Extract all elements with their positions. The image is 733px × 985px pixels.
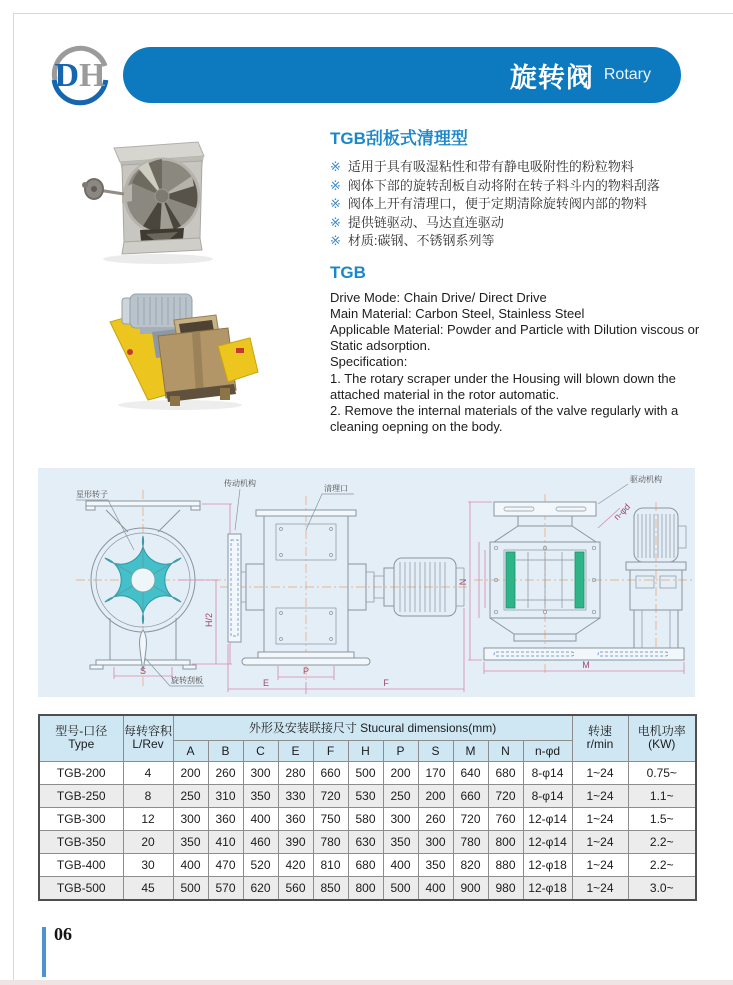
dim-label-f: F <box>383 678 389 688</box>
col-header-type-en: Type <box>68 737 95 752</box>
bullet-marker: ※ <box>330 159 341 174</box>
table-cell: 12-φ14 <box>523 830 572 853</box>
dim-col-header: E <box>278 740 313 761</box>
page-number: 06 <box>54 924 72 944</box>
table-cell: 170 <box>418 761 453 784</box>
table-cell: 250 <box>173 784 208 807</box>
dim-label-nphid: n-φd <box>611 501 633 523</box>
table-cell: 470 <box>208 853 243 876</box>
technical-drawing-panel <box>38 468 695 697</box>
table-cell: 780 <box>313 830 348 853</box>
table-cell: 780 <box>453 830 488 853</box>
dh-logo <box>46 42 114 106</box>
table-cell: 8-φ14 <box>523 784 572 807</box>
table-cell: 680 <box>488 761 523 784</box>
table-cell: 720 <box>453 807 488 830</box>
table-cell: 300 <box>243 761 278 784</box>
table-cell: 630 <box>348 830 383 853</box>
table-cell: 30 <box>123 853 173 876</box>
bullet-marker: ※ <box>330 196 341 211</box>
table-cell: 200 <box>173 761 208 784</box>
table-cell: 12-φ18 <box>523 853 572 876</box>
feature-text: 阀体上开有清理口，便于定期清除旋转阀内部的物料 <box>347 196 647 211</box>
table-cell: 850 <box>313 876 348 900</box>
table-cell: 360 <box>208 807 243 830</box>
dim-col-header: n-φd <box>523 740 572 761</box>
table-cell: 750 <box>313 807 348 830</box>
table-cell: 900 <box>453 876 488 900</box>
product-photo-valve-drive <box>100 288 260 412</box>
product-photo-valve-open <box>78 138 230 266</box>
side-view-drawing <box>220 478 470 694</box>
table-cell: 350 <box>383 830 418 853</box>
table-cell: 8 <box>123 784 173 807</box>
table-cell: 810 <box>313 853 348 876</box>
col-header-volume-zh: 每转容积 <box>123 724 172 739</box>
bullet-marker: ※ <box>330 214 341 230</box>
page-edge-top <box>13 13 733 14</box>
logo-letter-d: D <box>54 57 80 94</box>
dim-label-n: N <box>458 578 468 586</box>
page-number-accent-bar <box>42 927 46 977</box>
table-cell: 400 <box>243 807 278 830</box>
table-cell: 530 <box>348 784 383 807</box>
table-cell: TGB-250 <box>39 784 123 807</box>
table-cell: TGB-350 <box>39 830 123 853</box>
feature-text: 材质:碳钢、不锈钢系列等 <box>347 233 495 248</box>
spec-table <box>38 714 697 901</box>
label-drive-mechanism: 驱动机构 <box>630 475 662 484</box>
table-cell: 360 <box>278 807 313 830</box>
table-cell: 300 <box>418 830 453 853</box>
dim-label-p: P <box>302 666 310 676</box>
en-line: Specification: <box>330 354 408 370</box>
table-cell: 0.75~ <box>628 761 696 784</box>
label-cleaning-port: 清理口 <box>324 484 348 493</box>
table-cell: 350 <box>173 830 208 853</box>
table-cell: 200 <box>418 784 453 807</box>
table-row <box>39 784 696 807</box>
table-cell: 1~24 <box>572 853 628 876</box>
table-cell: 45 <box>123 876 173 900</box>
col-header-volume-en: L/Rev <box>132 737 164 752</box>
table-cell: 570 <box>208 876 243 900</box>
label-rotary-scraper: 旋转刮板 <box>171 676 203 685</box>
feature-text: 适用于具有吸湿粘性和带有静电吸附性的粉粒物料 <box>347 159 634 174</box>
table-cell: 660 <box>453 784 488 807</box>
col-header-power-zh: 电机功率 <box>637 724 686 739</box>
table-cell: 660 <box>313 761 348 784</box>
col-header-type-zh: 型号-口径 <box>55 724 108 739</box>
en-line: Drive Mode: Chain Drive/ Direct Drive <box>330 289 547 305</box>
table-cell: 390 <box>278 830 313 853</box>
table-cell: 410 <box>208 830 243 853</box>
col-header-volume <box>123 715 173 761</box>
table-cell: 460 <box>243 830 278 853</box>
table-cell: 300 <box>383 807 418 830</box>
table-cell: 420 <box>278 853 313 876</box>
table-cell: 200 <box>383 761 418 784</box>
feature-item <box>330 195 706 214</box>
description-column <box>330 124 706 435</box>
table-cell: 3.0~ <box>628 876 696 900</box>
table-cell: 500 <box>348 761 383 784</box>
bullet-marker: ※ <box>330 233 341 248</box>
dim-col-header: A <box>173 740 208 761</box>
dim-label-e: E <box>262 678 270 688</box>
bullet-marker: ※ <box>330 177 341 193</box>
col-header-speed <box>572 715 628 761</box>
table-cell: 1~24 <box>572 830 628 853</box>
table-cell: 8-φ14 <box>523 761 572 784</box>
table-cell: 720 <box>488 784 523 807</box>
dim-col-header: C <box>243 740 278 761</box>
table-cell: 620 <box>243 876 278 900</box>
valve-open-illustration <box>78 138 230 266</box>
en-line: Main Material: Carbon Steel, Stainless Steel <box>330 305 585 321</box>
feature-item <box>330 177 706 196</box>
feature-item <box>330 232 706 251</box>
dim-col-header: S <box>418 740 453 761</box>
valve-drive-illustration <box>100 288 260 412</box>
feature-item <box>330 158 706 177</box>
table-cell: 280 <box>278 761 313 784</box>
table-cell: 1.5~ <box>628 807 696 830</box>
label-transmission: 传动机构 <box>224 479 256 488</box>
section-banner <box>123 47 681 103</box>
table-cell: 820 <box>453 853 488 876</box>
table-cell: 12-φ18 <box>523 876 572 900</box>
banner-title-zh: 旋转阀 <box>509 62 594 93</box>
table-cell: 12 <box>123 807 173 830</box>
page-edge-bottom <box>0 980 733 985</box>
dim-label-h2: H/2 <box>204 612 214 628</box>
table-cell: TGB-500 <box>39 876 123 900</box>
table-cell: 300 <box>173 807 208 830</box>
dim-col-header: F <box>313 740 348 761</box>
table-cell: 800 <box>348 876 383 900</box>
table-cell: 2.2~ <box>628 853 696 876</box>
en-line: 1. The rotary scraper under the Housing will blown down the <box>330 370 676 386</box>
en-line: cleaning oepning on the body. <box>330 419 503 435</box>
svg-text:DH <box>54 57 105 94</box>
table-row <box>39 761 696 784</box>
en-section-title: TGB <box>330 262 366 282</box>
banner-title-en: Rotary <box>603 66 651 83</box>
table-row <box>39 830 696 853</box>
table-cell: 1~24 <box>572 784 628 807</box>
col-header-speed-en: r/min <box>586 737 614 752</box>
table-cell: 720 <box>313 784 348 807</box>
col-header-dimensions-group: 外形及安装联接尺寸 Stucural dimensions(mm) <box>173 715 572 740</box>
table-row <box>39 853 696 876</box>
dh-logo-icon <box>46 42 114 106</box>
table-cell: 400 <box>383 853 418 876</box>
col-header-speed-zh: 转速 <box>588 724 613 739</box>
table-cell: 12-φ14 <box>523 807 572 830</box>
table-cell: 680 <box>348 853 383 876</box>
table-cell: 330 <box>278 784 313 807</box>
table-cell: 350 <box>418 853 453 876</box>
dim-col-header: H <box>348 740 383 761</box>
feature-list <box>330 158 706 251</box>
table-cell: 310 <box>208 784 243 807</box>
en-line: Applicable Material: Powder and Particle with Dilution viscous or <box>330 321 700 337</box>
dim-col-header: N <box>488 740 523 761</box>
table-cell: 1~24 <box>572 761 628 784</box>
label-star-rotor: 星形转子 <box>76 490 108 499</box>
table-cell: 760 <box>488 807 523 830</box>
dim-label-m: M <box>582 660 590 670</box>
table-cell: TGB-400 <box>39 853 123 876</box>
col-header-power-en: (KW) <box>648 737 676 752</box>
table-row <box>39 876 696 900</box>
table-cell: 20 <box>123 830 173 853</box>
table-cell: 980 <box>488 876 523 900</box>
table-cell: TGB-300 <box>39 807 123 830</box>
table-cell: 520 <box>243 853 278 876</box>
dim-col-header: P <box>383 740 418 761</box>
table-cell: TGB-200 <box>39 761 123 784</box>
col-header-power <box>628 715 696 761</box>
en-line: 2. Remove the internal materials of the valve regularly with a <box>330 402 679 418</box>
table-cell: 500 <box>173 876 208 900</box>
table-cell: 580 <box>348 807 383 830</box>
table-cell: 4 <box>123 761 173 784</box>
drive-view-drawing <box>458 474 693 676</box>
front-view-drawing <box>76 489 239 686</box>
table-cell: 350 <box>243 784 278 807</box>
page-edge-left <box>13 13 14 985</box>
dim-label-s: S <box>139 666 147 676</box>
table-cell: 400 <box>418 876 453 900</box>
table-cell: 880 <box>488 853 523 876</box>
table-cell: 500 <box>383 876 418 900</box>
col-header-type <box>39 715 123 761</box>
table-cell: 800 <box>488 830 523 853</box>
zh-section-title: TGB刮板式清理型 <box>330 129 468 148</box>
table-cell: 560 <box>278 876 313 900</box>
table-row <box>39 807 696 830</box>
logo-letter-h: H <box>79 57 106 94</box>
table-cell: 400 <box>173 853 208 876</box>
spec-table-body <box>39 761 696 900</box>
table-cell: 1.1~ <box>628 784 696 807</box>
table-cell: 1~24 <box>572 876 628 900</box>
table-cell: 2.2~ <box>628 830 696 853</box>
dim-col-header: B <box>208 740 243 761</box>
en-line: Static adsorption. <box>330 338 431 354</box>
feature-text: 阀体下部的旋转刮板自动将附在转子料斗内的物料刮落 <box>347 177 660 193</box>
technical-drawing <box>38 468 695 697</box>
table-cell: 1~24 <box>572 807 628 830</box>
en-line: attached material in the rotor automatic. <box>330 386 560 402</box>
feature-text: 提供链驱动、马达直连驱动 <box>347 214 504 230</box>
table-cell: 640 <box>453 761 488 784</box>
table-cell: 250 <box>383 784 418 807</box>
table-cell: 260 <box>208 761 243 784</box>
feature-item <box>330 214 706 233</box>
dim-col-header: M <box>453 740 488 761</box>
table-cell: 260 <box>418 807 453 830</box>
en-description <box>330 290 706 436</box>
